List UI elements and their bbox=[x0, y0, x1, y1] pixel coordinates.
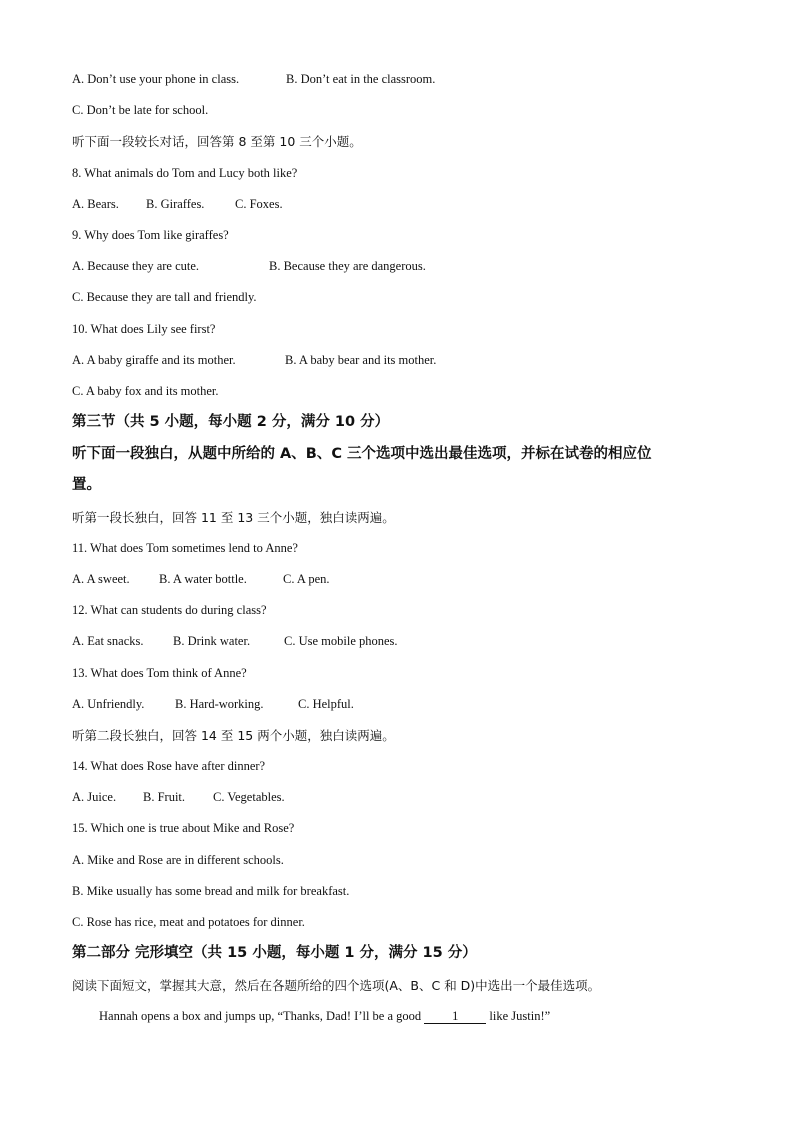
part2-heading: 第二部分 完形填空（共 15 小题，每小题 1 分，满分 15 分） bbox=[72, 945, 477, 962]
q7-option-c: C. Don’t be late for school. bbox=[72, 103, 209, 118]
q9-options-row-2 bbox=[72, 282, 732, 313]
q14-option-a: A. Juice. bbox=[72, 790, 117, 805]
q10-option-a: A. A baby giraffe and its mother. bbox=[72, 352, 236, 367]
q12-stem: 12. What can students do during class? bbox=[72, 603, 267, 618]
section3-instruction-line-2: 置。 bbox=[72, 477, 101, 494]
q11-option-a: A. A sweet. bbox=[72, 571, 130, 586]
q7-option-a: A. Don’t use your phone in class. bbox=[72, 72, 240, 86]
q12-option-c: C. Use mobile phones. bbox=[284, 634, 398, 649]
cloze-passage-line bbox=[72, 1001, 732, 1032]
q10-option-b: B. A baby bear and its mother. bbox=[285, 352, 437, 367]
q8-option-b: B. Giraffes. bbox=[146, 196, 205, 211]
instruction-11-13: 听第一段长独白，回答 11 至 13 三个小题，独白读两遍。 bbox=[72, 509, 395, 525]
q9-options-row-1 bbox=[72, 251, 732, 282]
instruction-14-15: 听第二段长独白，回答 14 至 15 两个小题，独白读两遍。 bbox=[72, 727, 395, 743]
q13-option-c: C. Helpful. bbox=[298, 696, 354, 711]
q13-option-a: A. Unfriendly. bbox=[72, 696, 145, 711]
q12-option-b: B. Drink water. bbox=[173, 634, 251, 649]
q15-option-b: B. Mike usually has some bread and milk for breakfast. bbox=[72, 883, 350, 898]
q7-options-row-2 bbox=[72, 95, 732, 126]
instruction-8-10: 听下面一段较长对话，回答第 8 至第 10 三个小题。 bbox=[72, 134, 362, 150]
section3-heading: 第三节（共 5 小题，每小题 2 分，满分 10 分） bbox=[72, 414, 390, 431]
q11-stem: 11. What does Tom sometimes lend to Anne? bbox=[72, 540, 298, 555]
passage-text-after: like Justin!” bbox=[486, 1008, 551, 1023]
q9-option-b: B. Because they are dangerous. bbox=[269, 259, 426, 274]
q8-option-a: A. Bears. bbox=[72, 196, 119, 211]
q13-options bbox=[72, 689, 732, 720]
q15-stem: 15. Which one is true about Mike and Rose? bbox=[72, 821, 295, 836]
q12-option-a: A. Eat snacks. bbox=[72, 634, 144, 649]
q11-options bbox=[72, 564, 732, 595]
section3-instruction-line-1: 听下面一段独白，从题中所给的 A、B、C 三个选项中选出最佳选项，并标在试卷的相应位 bbox=[72, 445, 652, 462]
q15-option-a: A. Mike and Rose are in different schools. bbox=[72, 852, 284, 867]
q12-options bbox=[72, 626, 732, 657]
q7-options-row-1 bbox=[72, 64, 732, 95]
q14-option-b: B. Fruit. bbox=[143, 790, 186, 805]
q10-stem: 10. What does Lily see first? bbox=[72, 321, 216, 336]
q10-option-c: C. A baby fox and its mother. bbox=[72, 383, 219, 398]
q9-option-a: A. Because they are cute. bbox=[72, 259, 200, 274]
q13-option-b: B. Hard-working. bbox=[175, 696, 264, 711]
part2-instruction: 阅读下面短文，掌握其大意，然后在各题所给的四个选项(A、B、C 和 D)中选出一个最佳选项。 bbox=[72, 977, 601, 993]
exam-page bbox=[72, 64, 732, 1032]
q9-stem: 9. Why does Tom like giraffes? bbox=[72, 227, 229, 242]
q7-option-b: B. Don’t eat in the classroom. bbox=[286, 72, 436, 86]
q15-option-c: C. Rose has rice, meat and potatoes for dinner. bbox=[72, 915, 305, 929]
q14-option-c: C. Vegetables. bbox=[213, 790, 285, 805]
q8-option-c: C. Foxes. bbox=[235, 196, 283, 211]
cloze-blank-1: 1 bbox=[424, 1009, 486, 1024]
q10-options-row-1 bbox=[72, 345, 732, 376]
q11-option-c: C. A pen. bbox=[283, 571, 330, 586]
q13-stem: 13. What does Tom think of Anne? bbox=[72, 665, 247, 680]
q9-option-c: C. Because they are tall and friendly. bbox=[72, 290, 257, 305]
q8-stem: 8. What animals do Tom and Lucy both like? bbox=[72, 165, 298, 180]
q11-option-b: B. A water bottle. bbox=[159, 571, 247, 586]
passage-text-before: Hannah opens a box and jumps up, “Thanks, Dad! I’ll be a good bbox=[99, 1008, 425, 1023]
q14-stem: 14. What does Rose have after dinner? bbox=[72, 759, 266, 774]
q10-options-row-2 bbox=[72, 376, 732, 407]
q14-options bbox=[72, 782, 732, 813]
q8-options bbox=[72, 189, 732, 220]
